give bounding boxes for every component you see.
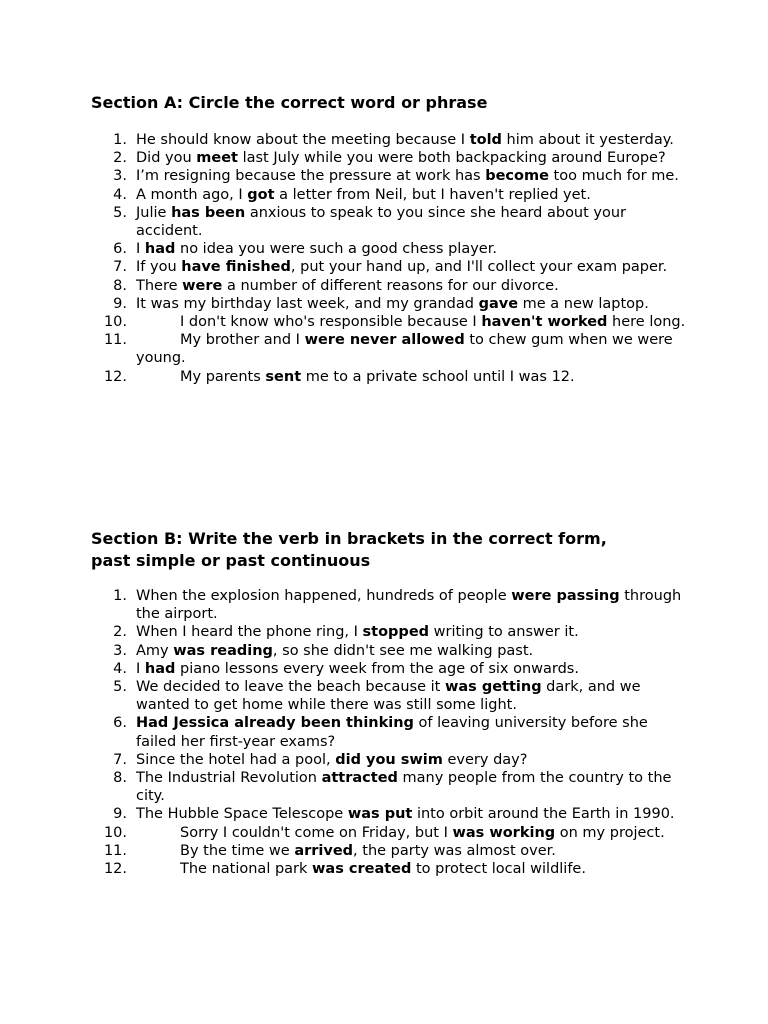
item-number: 10. <box>103 824 127 841</box>
list-item <box>91 131 686 149</box>
item-answer: meet <box>196 150 238 167</box>
list-item <box>91 295 686 313</box>
item-answer: become <box>485 168 549 185</box>
item-answer: stopped <box>362 624 430 641</box>
item-number: 9. <box>113 806 127 823</box>
list-item <box>91 313 686 331</box>
item-text-before: There <box>136 277 183 294</box>
item-number: 12. <box>103 861 127 878</box>
list-item <box>91 769 686 805</box>
item-number: 10. <box>103 314 127 331</box>
list-item <box>91 167 686 185</box>
item-text-after: , the party was almost over. <box>353 842 556 859</box>
item-number: 11. <box>103 332 127 349</box>
section-b-list <box>91 587 691 878</box>
item-answer: attracted <box>321 770 398 787</box>
item-text-before: I <box>136 660 145 677</box>
item-text-after: a letter from Neil, but I haven't replied yet. <box>274 186 591 203</box>
item-text-before: Amy <box>136 642 174 659</box>
item-text-after: no idea you were such a good chess player. <box>175 241 497 258</box>
section-b <box>91 528 691 878</box>
item-answer: was getting <box>444 679 542 696</box>
item-answer: Had Jessica already been thinking <box>136 715 414 732</box>
item-text-after: every day? <box>442 751 528 768</box>
item-text-before: Did you <box>136 150 197 167</box>
item-answer: had <box>144 660 176 677</box>
item-text-before: Sorry I couldn't come on Friday, but I <box>180 824 453 841</box>
item-number: 7. <box>113 751 127 768</box>
item-text-after: , put your hand up, and I'll collect your exam paper. <box>290 259 668 276</box>
list-item <box>91 660 686 678</box>
item-text-before: It was my birthday last week, and my grandad <box>136 295 479 312</box>
section-a <box>91 92 691 386</box>
item-text-after: through the airport. <box>136 588 682 623</box>
item-text-after: on my project. <box>555 824 665 841</box>
list-item <box>91 678 686 714</box>
item-number: 3. <box>113 642 127 659</box>
item-text-after: too much for me. <box>548 168 679 185</box>
item-answer: were passing <box>511 588 620 604</box>
item-number: 4. <box>113 660 127 677</box>
item-text-after: of leaving university before she failed her first-year exams? <box>136 715 648 750</box>
section-a-title: Section A: Circle the correct word or phrase <box>91 93 488 112</box>
item-answer: has been <box>171 204 246 221</box>
item-text-after: anxious to speak to you since she heard about your accident. <box>136 204 627 240</box>
list-item <box>91 277 686 295</box>
item-text-before: I <box>136 241 145 258</box>
item-text-before: Julie <box>136 204 172 221</box>
list-item <box>91 860 686 878</box>
list-item <box>91 623 686 641</box>
item-text-after: dark, and we wanted to get home while there was still some light. <box>136 679 641 714</box>
item-answer: gave <box>478 295 519 312</box>
item-text-before: My brother and I <box>180 332 305 349</box>
list-item <box>91 240 686 258</box>
item-answer: told <box>469 132 502 148</box>
section-b-title <box>91 528 691 572</box>
item-number: 12. <box>103 368 127 385</box>
item-text-after: him about it yesterday. <box>501 132 674 148</box>
item-number: 6. <box>113 241 127 258</box>
list-item <box>91 751 686 769</box>
section-a-list <box>91 131 691 386</box>
item-text-after: many people from the country to the city. <box>136 770 672 805</box>
item-text-after: a number of different reasons for our divorce. <box>222 277 559 294</box>
item-text-before: When I heard the phone ring, I <box>136 624 363 641</box>
item-text-before: A month ago, I <box>136 186 248 203</box>
list-item <box>91 204 686 240</box>
item-text-before: Since the hotel had a pool, <box>136 751 336 768</box>
item-answer: had <box>144 241 176 258</box>
item-number: 8. <box>113 770 127 787</box>
item-number: 5. <box>113 204 127 221</box>
item-number: 3. <box>113 168 127 185</box>
item-number: 8. <box>113 277 127 294</box>
item-text-before: I’m resigning because the pressure at work has <box>136 168 486 185</box>
item-text-before: The national park <box>180 861 313 878</box>
item-answer: were never allowed <box>304 332 465 349</box>
item-text-before: He should know about the meeting because I <box>136 132 470 148</box>
item-text-after: here long. <box>607 314 686 331</box>
item-text-after: piano lessons every week from the age of six onwards. <box>175 660 579 677</box>
item-answer: haven't worked <box>481 314 608 331</box>
item-number: 4. <box>113 186 127 203</box>
list-item <box>91 714 686 750</box>
item-number: 1. <box>113 588 127 604</box>
item-answer: was working <box>452 824 556 841</box>
item-number: 1. <box>113 132 127 148</box>
section-b-title-line2: past simple or past continuous <box>91 551 371 570</box>
item-answer: was put <box>347 806 413 823</box>
item-answer: was created <box>312 861 412 878</box>
item-text-after: to protect local wildlife. <box>411 861 586 878</box>
item-text-before: When the explosion happened, hundreds of people <box>136 588 512 604</box>
item-number: 2. <box>113 150 127 167</box>
list-item <box>91 805 686 823</box>
item-answer: got <box>247 186 275 203</box>
item-text-after: , so she didn't see me walking past. <box>272 642 534 659</box>
list-item <box>91 258 686 276</box>
item-text-after: last July while you were both backpacking around Europe? <box>237 150 666 167</box>
item-answer: were <box>182 277 223 294</box>
list-item <box>91 186 686 204</box>
list-item <box>91 149 686 167</box>
item-answer: did you swim <box>335 751 443 768</box>
section-b-title-line1: Section B: Write the verb in brackets in the correct form, <box>91 529 607 548</box>
item-text-after: to chew gum when we were young. <box>136 332 673 367</box>
item-text-after: me a new laptop. <box>518 295 649 312</box>
item-answer: sent <box>265 368 302 385</box>
item-answer: arrived <box>294 842 354 859</box>
item-number: 5. <box>113 679 127 696</box>
item-text-before: The Hubble Space Telescope <box>136 806 348 823</box>
list-item <box>91 331 686 367</box>
list-item <box>91 824 686 842</box>
list-item <box>91 642 686 660</box>
list-item <box>91 587 686 623</box>
item-text-before: The Industrial Revolution <box>136 770 322 787</box>
item-answer: have finished <box>181 259 291 276</box>
item-text-after: me to a private school until I was 12. <box>301 368 575 385</box>
item-text-before: By the time we <box>180 842 295 859</box>
item-text-before: My parents <box>180 368 266 385</box>
item-text-after: into orbit around the Earth in 1990. <box>412 806 675 823</box>
item-text-after: writing to answer it. <box>429 624 579 641</box>
item-text-before: We decided to leave the beach because it <box>136 679 445 696</box>
list-item <box>91 842 686 860</box>
item-number: 6. <box>113 715 127 732</box>
item-number: 9. <box>113 295 127 312</box>
item-text-before: If you <box>136 259 182 276</box>
item-answer: was reading <box>173 642 273 659</box>
list-item <box>91 368 686 386</box>
item-text-before: I don't know who's responsible because I <box>180 314 482 331</box>
item-number: 2. <box>113 624 127 641</box>
item-number: 7. <box>113 259 127 276</box>
item-number: 11. <box>103 842 127 859</box>
